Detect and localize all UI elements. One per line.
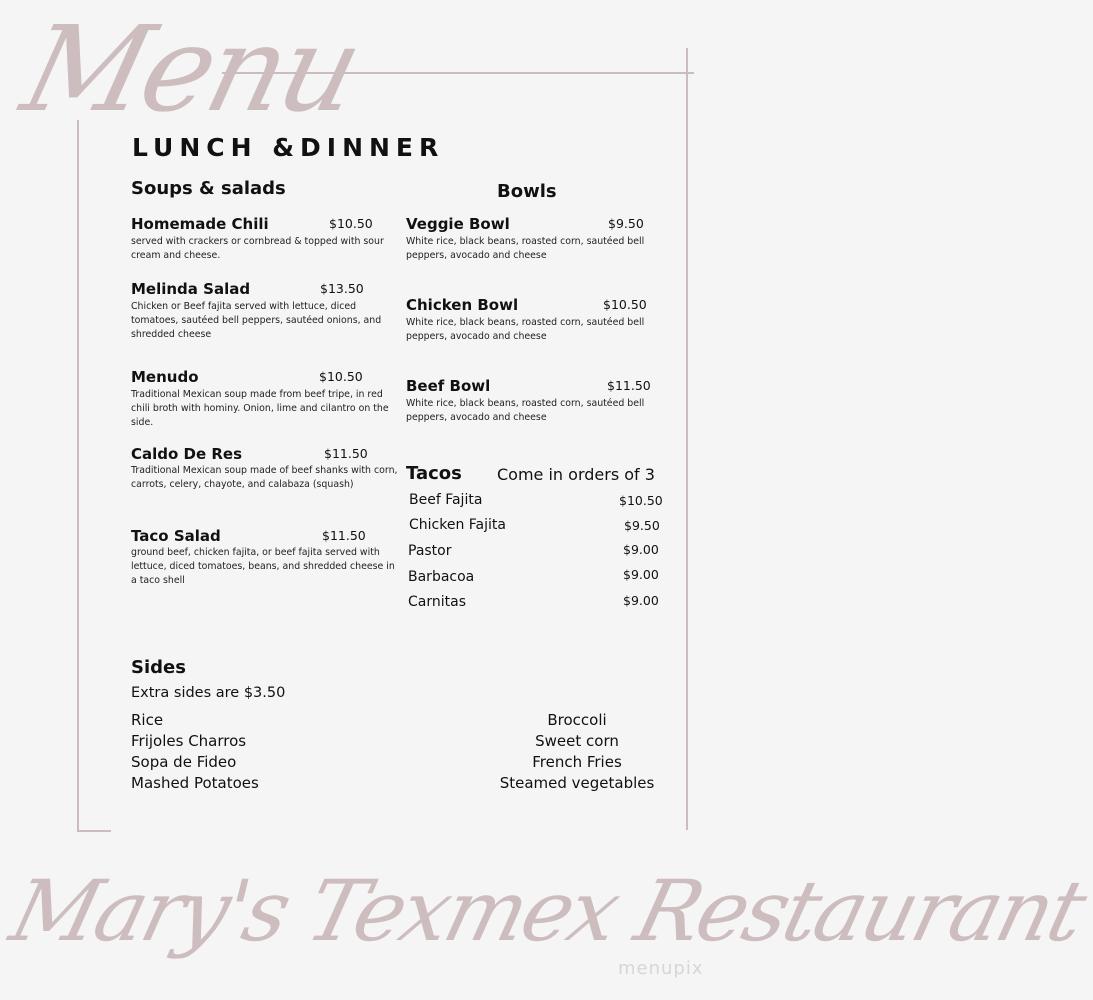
taco-item-name: Carnitas (408, 594, 466, 610)
menu-item-description: Traditional Mexican soup made of beef shanks with corn, carrots, celery, chayote, and calabaza (squash) (131, 465, 398, 490)
taco-item-name: Chicken Fajita (409, 517, 506, 533)
menu-item-name: Chicken Bowl (406, 296, 519, 314)
sides-right-list (477, 710, 677, 794)
menu-item-price: $10.50 (319, 369, 363, 384)
taco-item-price: $9.50 (624, 518, 660, 533)
restaurant-name-script: Mary's Texmex Restaurant (1, 862, 1093, 960)
frame-right-line (686, 48, 688, 830)
tacos-section-title: Tacos (406, 463, 462, 484)
taco-item-name: Beef Fajita (409, 492, 483, 508)
menu-item-description: served with crackers or cornbread & topped with sour cream and cheese. (131, 236, 384, 261)
taco-item-name: Barbacoa (408, 569, 475, 585)
menu-item-price: $11.50 (607, 378, 651, 393)
menu-item-name: Menudo (131, 368, 199, 386)
menu-item-name: Taco Salad (131, 527, 221, 545)
menu-item-description: White rice, black beans, roasted corn, sautéed bell peppers, avocado and cheese (406, 398, 645, 423)
menu-item-price: $10.50 (329, 216, 373, 231)
taco-item-price: $9.00 (623, 542, 659, 557)
menu-item-name: Veggie Bowl (406, 215, 510, 233)
side-item: Mashed Potatoes (131, 774, 259, 792)
side-item: Steamed vegetables (499, 774, 655, 792)
menu-script-title: Menu (10, 0, 372, 138)
taco-item-price: $9.00 (623, 567, 659, 582)
menu-item-price: $13.50 (320, 281, 364, 296)
sides-left-list (131, 710, 259, 794)
sides-price-note: Extra sides are $3.50 (131, 685, 286, 701)
frame-bottom-line (77, 830, 111, 832)
menu-item-price: $10.50 (603, 297, 647, 312)
taco-item-price: $10.50 (619, 493, 663, 508)
menu-item-name: Melinda Salad (131, 280, 251, 298)
menu-item-name: Caldo De Res (131, 445, 243, 463)
side-item: Rice (131, 711, 164, 729)
taco-item-name: Pastor (408, 543, 452, 559)
bowls-section-title: Bowls (497, 181, 557, 202)
menu-item-description: Chicken or Beef fajita served with lettuce, diced tomatoes, sautéed bell peppers, sautéed onions, and shredded cheese (131, 301, 382, 340)
side-item: Frijoles Charros (131, 732, 247, 750)
taco-item-price: $9.00 (623, 593, 659, 608)
side-item: Sweet corn (535, 732, 619, 750)
tacos-order-note: Come in orders of 3 (497, 465, 655, 484)
soups-section-title: Soups & salads (131, 178, 286, 199)
menu-item-description: White rice, black beans, roasted corn, sautéed bell peppers, avocado and cheese (406, 236, 645, 261)
menu-item-description: White rice, black beans, roasted corn, sautéed bell peppers, avocado and cheese (406, 317, 645, 342)
menupix-watermark: menupix (618, 958, 704, 979)
menu-item-price: $11.50 (322, 528, 366, 543)
side-item: Broccoli (547, 711, 607, 729)
menu-item-description: ground beef, chicken fajita, or beef fajita served with lettuce, diced tomatoes, beans, and shredded cheese in a taco shell (131, 547, 395, 586)
side-item: French Fries (532, 753, 622, 771)
menu-subtitle: LUNCH &DINNER (132, 133, 445, 162)
frame-left-line (77, 120, 79, 832)
menu-item-price: $11.50 (324, 446, 368, 461)
sides-section-title: Sides (131, 657, 186, 678)
menu-item-description: Traditional Mexican soup made from beef tripe, in red chili broth with hominy. Onion, lime and cilantro on the side. (131, 389, 389, 428)
side-item: Sopa de Fideo (131, 753, 237, 771)
menu-item-name: Beef Bowl (406, 377, 491, 395)
menu-item-name: Homemade Chili (131, 215, 269, 233)
menu-item-price: $9.50 (608, 216, 644, 231)
